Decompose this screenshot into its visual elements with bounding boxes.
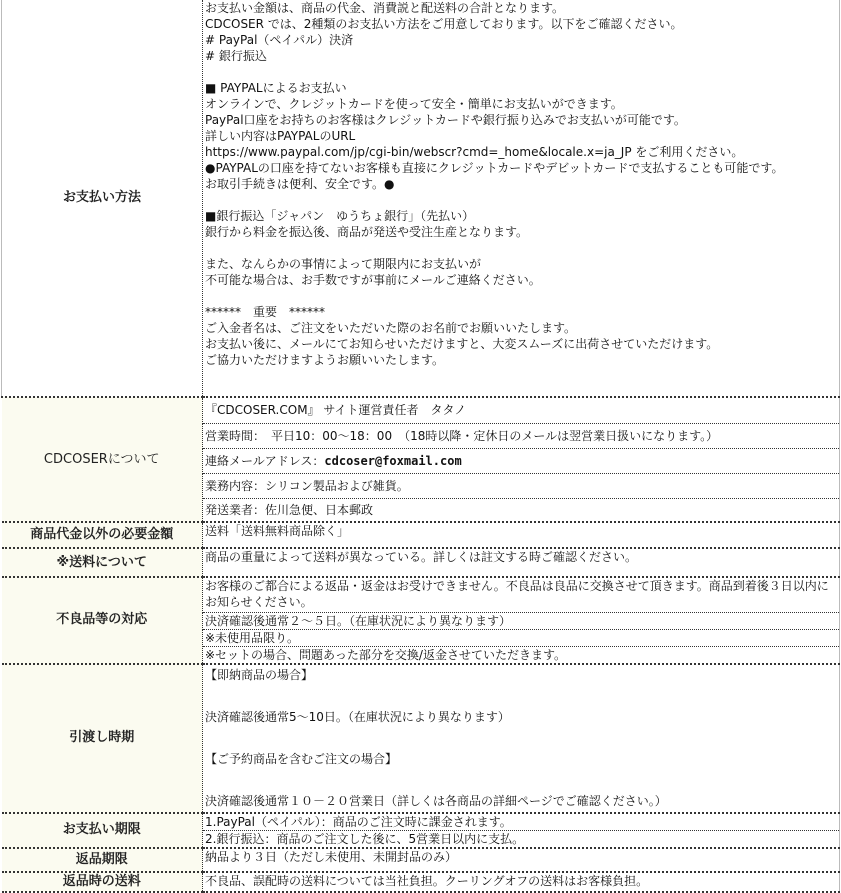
email-label: 連絡メールアドレス： [205, 453, 325, 468]
deadline-row-2: 2.銀行振込：商品のご注文した後に、5営業日以内に支払。 [203, 830, 840, 848]
defects-row-2: 決済確認後通常２～５日。（在庫状況により異なります） [203, 612, 840, 629]
label-payment-method: お支払い方法 [2, 0, 203, 397]
extra-fee-text: 送料「送料無料商品除く」 [203, 522, 840, 548]
label-about: CDCOSERについて [2, 397, 203, 522]
about-hours: 営業時間： 平日10：00～18：00 （18時以降・定休日のメールは翌営業日扱いになります。） [203, 423, 840, 448]
return-period-text: 納品より３日（ただし未使用、未開封品のみ） [203, 848, 840, 872]
label-extra-fee: 商品代金以外の必要金額 [2, 522, 203, 548]
label-deadline: お支払い期限 [2, 813, 203, 848]
return-shipping-text: 不良品、誤配時の送料については当社負担。クーリングオフの送料はお客様負担。 [203, 872, 840, 892]
label-return-period: 返品期限 [2, 848, 203, 872]
about-business: 業務内容：シリコン製品および雑貨。 [203, 473, 840, 498]
about-carrier: 発送業者：佐川急便、日本郵政 [203, 498, 840, 522]
email-address[interactable]: cdcoser@foxmail.com [324, 453, 462, 468]
label-defects: 不良品等の対応 [2, 577, 203, 664]
about-operator: 『CDCOSER.COM』 サイト運営責任者 タタノ [203, 397, 840, 423]
defects-row-1: お客様のご都合による返品・返金はお受けできません。不良品は良品に交換させて頂きます。商品到着後３日以内にお知らせください。 [203, 577, 840, 612]
label-shipping: ※送料について [2, 548, 203, 577]
shop-info-table [1, 0, 840, 893]
label-return-shipping: 返品時の送料 [2, 872, 203, 892]
shipping-text: 商品の重量によって送料が異なっている。詳しくは註文する時ご確認ください。 [203, 548, 840, 577]
defects-row-3: ※未使用品限り。 [203, 629, 840, 646]
payment-method-text: お支払い金額は、商品の代金、消費説と配送料の合計となります。 CDCOSER では、2種類のお支払い方法をご用意しております。以下をご確認ください。 # PayPal（ペイパル）決済 # 銀行振込 ■ PAYPALによるお支払い オンラインで、クレジットカードを使って安全・簡単にお支払いができます。 PayPal口座をお持ちのお客様はクレジットカードや銀行振り込みでお支払いが可能です。 詳しい内容はPAYPALのURL https://www.paypal.com/jp/cgi-bin/webscr?cmd=_home&locale.x=ja_JP をご利用ください。 ●PAYPALの口座を持てないお客様も直接にクレジットカードやデビットカードで支払することも可能です。 お取引手続きは便利、安全です。● ■銀行振込「ジャパン ゆうちょ銀行」（先払い） 銀行から料金を振込後、商品が発送や受注生産となります。 また、なんらかの事情によって期限内にお支払いが 不可能な場合は、お手数ですが事前にメールご連絡ください。 ****** 重要 ****** ご入金者名は、ご注文をいただいた際のお名前でお願いいたします。 お支払い後に、メールにてお知らせいただけますと、大変スムーズに出荷させていただけます。 ご協力いただけますようお願いいたします。 [203, 0, 840, 397]
delivery-text: 【即納商品の場合】 決済確認後通常5～10日。（在庫状況により異なります） 【ご予約商品を含むご注文の場合】 決済確認後通常１０－２０営業日（詳しくは各商品の詳細ページでご確認ください。） [203, 664, 840, 813]
label-delivery: 引渡し時期 [2, 664, 203, 813]
defects-row-4: ※セットの場合、問題あった部分を交換/返金させていただきます。 [203, 646, 840, 664]
deadline-row-1: 1.PayPal（ペイパル）：商品のご注文時に課金されます。 [203, 813, 840, 831]
about-email [203, 448, 840, 473]
